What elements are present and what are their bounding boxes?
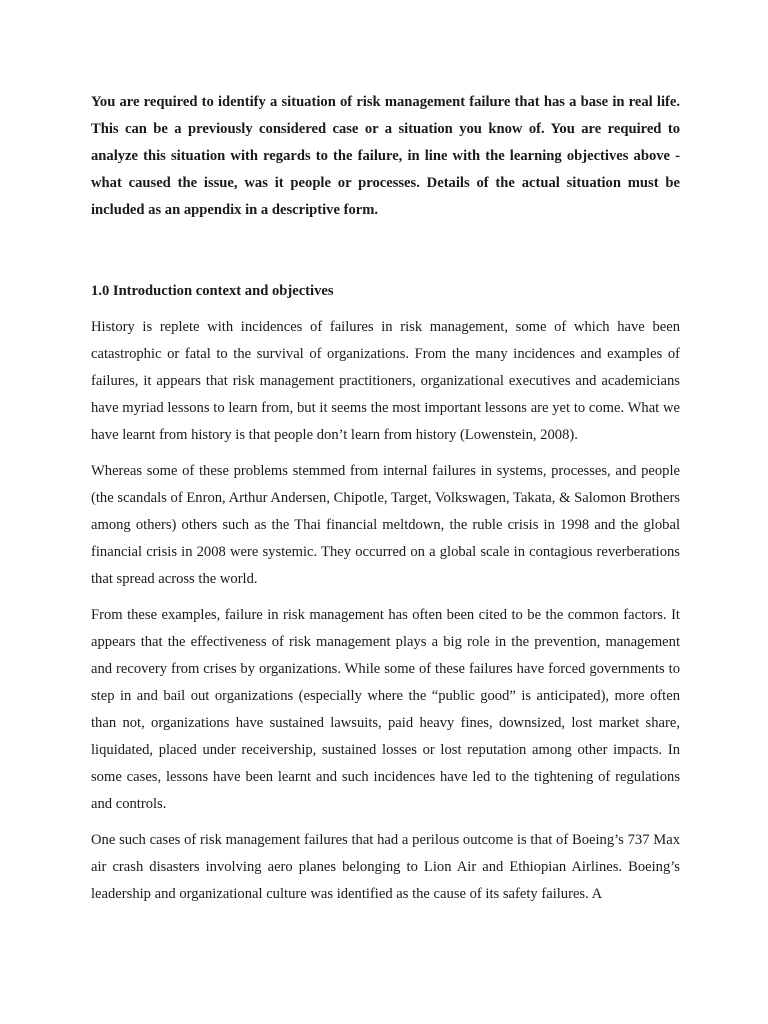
- document-body: [91, 89, 680, 908]
- body-paragraph-3: From these examples, failure in risk management has often been cited to be the common factors. It appears that the effectiveness of risk management plays a big role in the prevention, management and recovery from crises by organizations. While some of these failures have forced governments to step in and bail out organizations (especially where the “public good” is anticipated), more often than not, organizations have sustained lawsuits, paid heavy fines, downsized, lost market share, liquidated, placed under receivership, sustained losses or lost reputation among other impacts. In some cases, lessons have been learnt and such incidences have led to the tightening of regulations and controls.: [91, 607, 680, 812]
- section-heading: 1.0 Introduction context and objectives: [91, 283, 334, 299]
- body-paragraph-4: One such cases of risk management failures that had a perilous outcome is that of Boeing’s 737 Max air crash disasters involving aero planes belonging to Lion Air and Ethiopian Airlines. Boeing’s leadership and organizational culture was identified as the cause of its safety failures. A: [91, 832, 680, 902]
- body-paragraph-2: Whereas some of these problems stemmed from internal failures in systems, processes, and people (the scandals of Enron, Arthur Andersen, Chipotle, Target, Volkswagen, Takata, & Salomon Brothers among others) others such as the Thai financial meltdown, the ruble crisis in 1998 and the global financial crisis in 2008 were systemic. They occurred on a global scale in contagious reverberations that spread across the world.: [91, 463, 680, 587]
- assignment-instructions: You are required to identify a situation of risk management failure that has a base in real life. This can be a previously considered case or a situation you know of. You are required to analyze this situation with regards to the failure, in line with the learning objectives above - what caused the issue, was it people or processes. Details of the actual situation must be included as an appendix in a descriptive form.: [91, 94, 680, 218]
- body-paragraph-1: History is replete with incidences of failures in risk management, some of which have been catastrophic or fatal to the survival of organizations. From the many incidences and examples of failures, it appears that risk management practitioners, organizational executives and academicians have myriad lessons to learn from, but it seems the most important lessons are yet to come. What we have learnt from history is that people don’t learn from history (Lowenstein, 2008).: [91, 319, 680, 443]
